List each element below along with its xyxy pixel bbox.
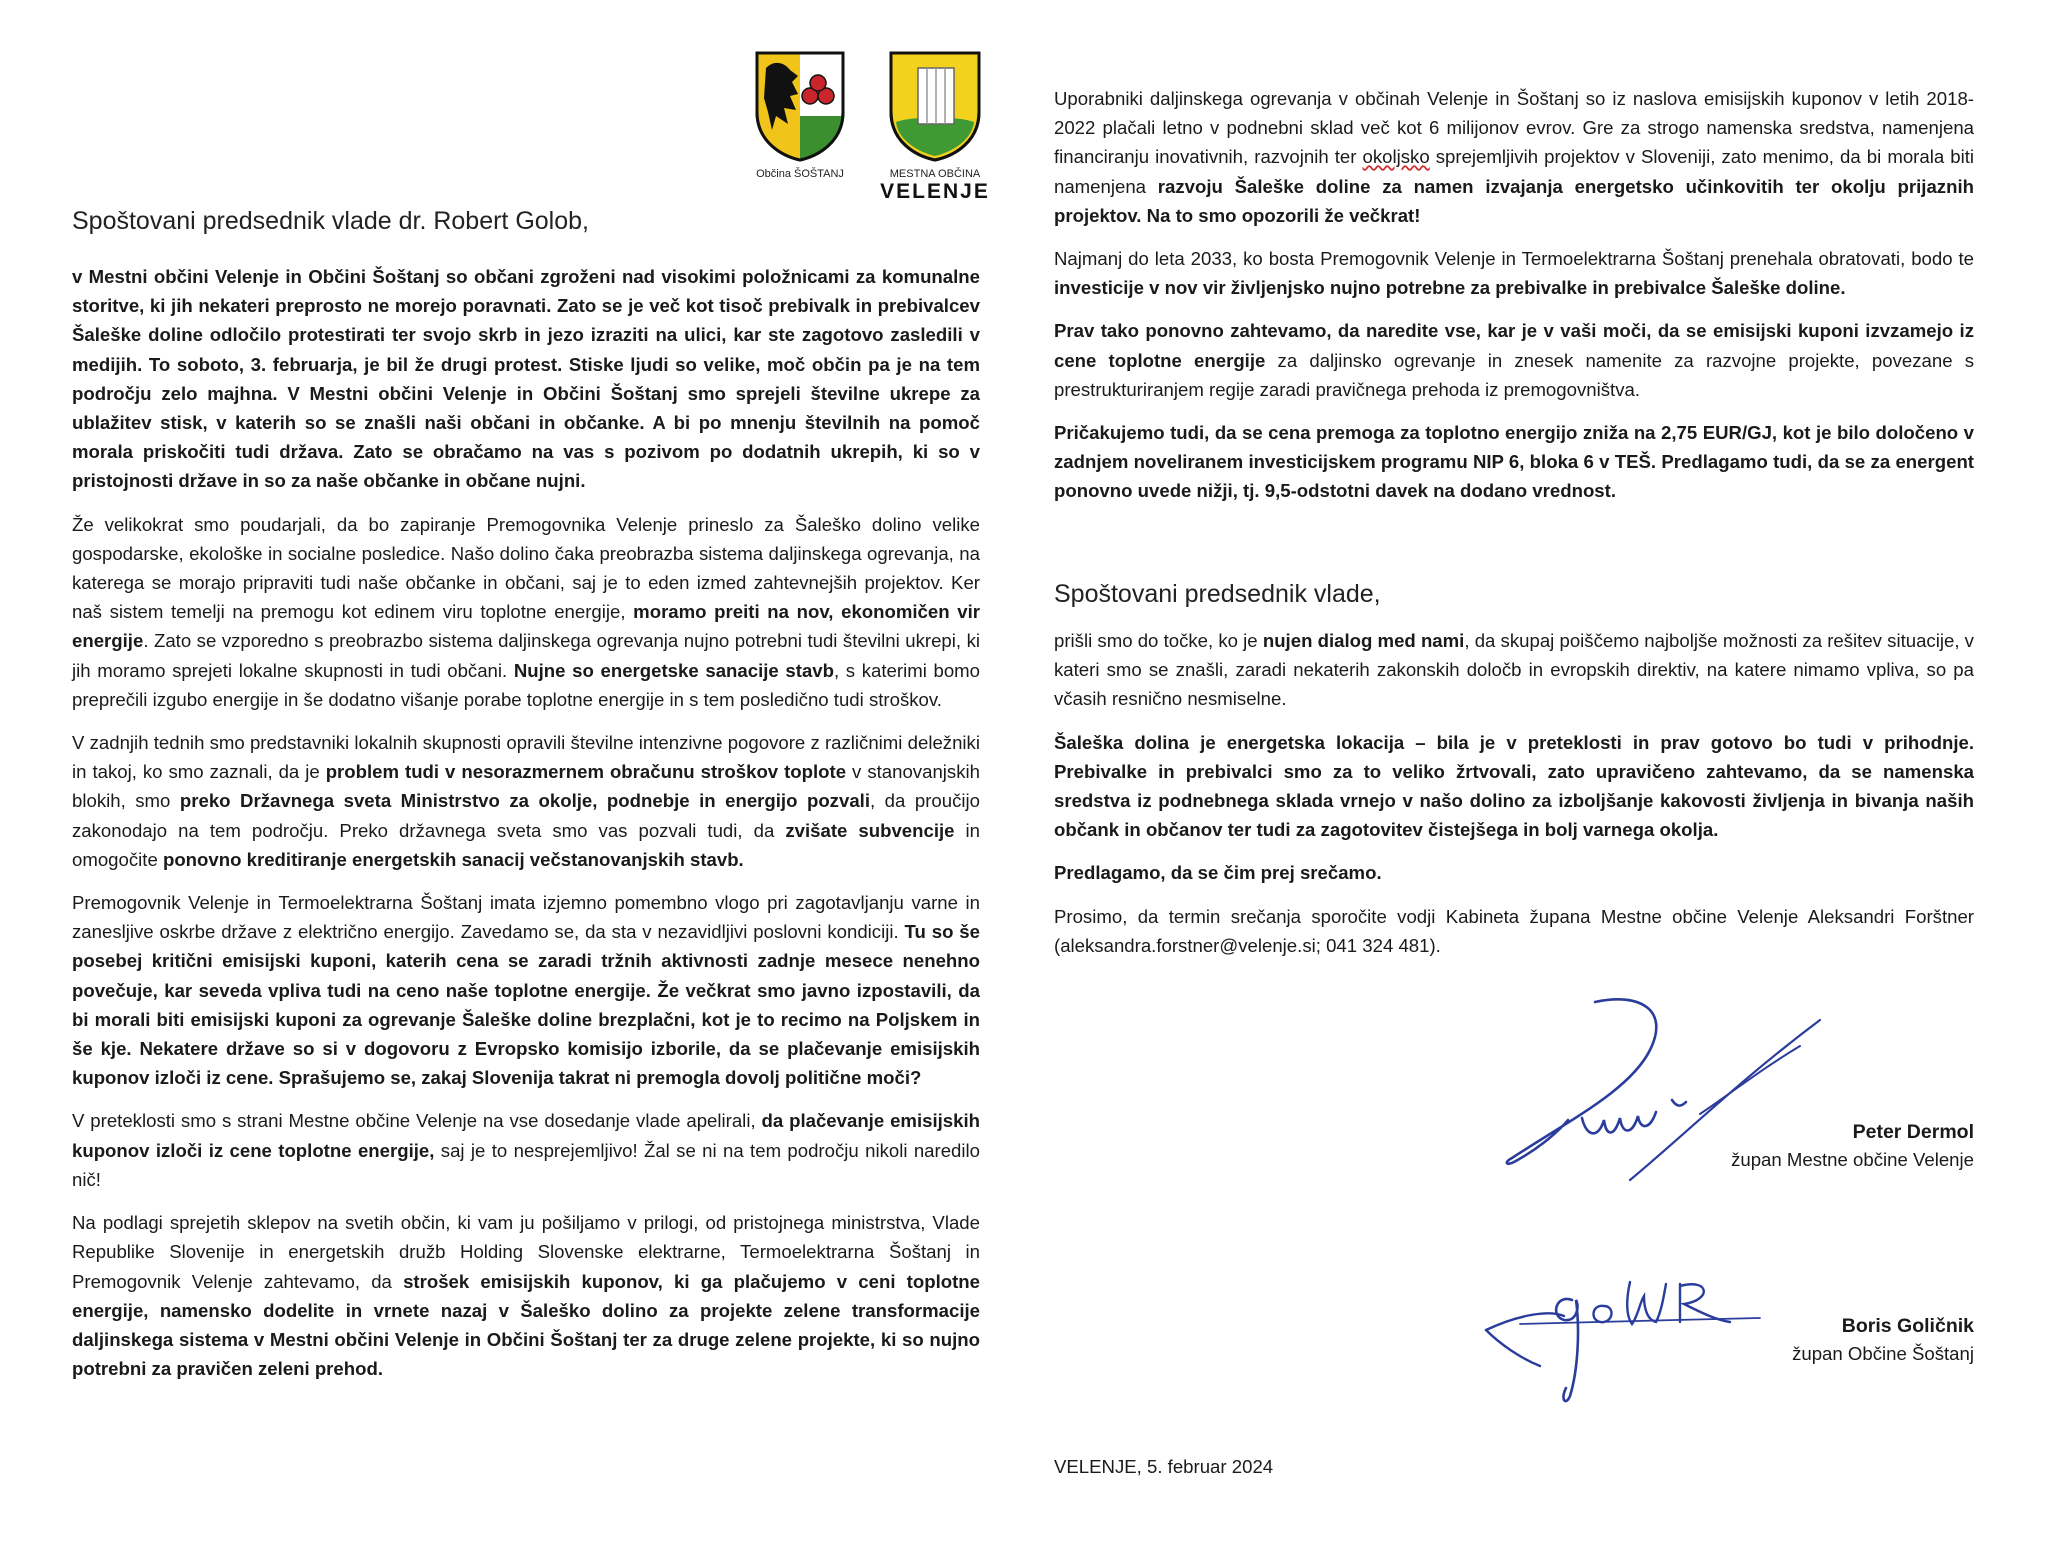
p3-bold-h: ponovno kreditiranje energetskih sanacij večstanovanjskih stavb.: [162, 848, 744, 870]
p2-text-e: , s katerimi bomo preprečili izgubo energije in še dodatno višanje porabe toplotne energije in s tem posledično tudi stroškov.: [72, 659, 981, 710]
sostanj-coat-of-arms-icon: [754, 50, 846, 162]
rp1-spellcheck-word: okoljsko: [1362, 146, 1430, 168]
rp2-bold-b: investicije v nov vir življenjsko nujno potrebne za prebivalke in prebivalce Šaleške doline.: [1054, 277, 1846, 299]
paragraph-right-1: [1054, 84, 1974, 230]
p5-text-a: V preteklosti smo s strani Mestne občine Velenje na vse dosedanje vlade apelirali,: [72, 1110, 762, 1132]
rp3-text-b: za daljinsko ogrevanje in znesek namenite za razvojne projekte, povezane s prestrukturiranjem regije zaradi pravičnega prehoda iz premogovništva.: [1054, 349, 1975, 400]
p2-text-c: . Zato se vzporedno s preobrazbo sistema daljinskega ogrevanja nujno potrebni tudi številni ukrepi, ki jih moramo sprejeti lokalne skupnosti in tudi občani.: [72, 630, 980, 681]
paragraph-right-5: [1054, 626, 1974, 714]
paragraph-left-4: [72, 888, 980, 1092]
p3-bold-d: preko Državnega sveta Ministrstvo za okolje, podnebje in energijo pozvali: [179, 790, 870, 812]
paragraph-right-2: [1054, 244, 1974, 302]
velenje-crest-caption-small: MESTNA OBČINA: [889, 168, 981, 180]
p6-bold-b: strošek emisijskih kuponov, ki ga plačujemo v ceni toplotne energije, namensko dodelite in vrnete nazaj v Šaleško dolino za projekte zelene transformacije daljinskega sistema v Mestni občini Velenje in Občini Šoštanj ter za druge zelene projekte, ki so nujno potrebni za pravičen zeleni prehod.: [72, 1270, 980, 1380]
signer-boris-golicnik: [1792, 1312, 1974, 1368]
p3-text-e: , da proučijo zakonodajo na tem področju. Preko državnega sveta smo vas pozvali tudi, da: [72, 790, 980, 841]
p3-bold-b: problem tudi v nesorazmernem obračunu stroškov toplote: [325, 761, 847, 783]
p3-text-a: V zadnjih tednih smo predstavniki lokalnih skupnosti opravili številne intenzivne pogovore z različnimi deležniki in takoj, ko smo zaznali, da je: [72, 732, 980, 783]
signer-name: Peter Dermol: [1852, 1121, 1974, 1143]
paragraph-right-6: [1054, 728, 1974, 845]
rp5-text-c: , da skupaj poiščemo najboljše možnosti za rešitev situacije, v kateri smo se znašli, zaradi nekaterih zakonskih določb in evropskih direktiv, na katere nimamo vpliva, so pa včasih resnično nesmiselne.: [1054, 630, 1974, 710]
rp5-bold-b: nujen dialog med nami: [1262, 630, 1465, 651]
letter-date: VELENJE, 5. februar 2024: [1054, 1456, 1274, 1477]
velenje-crest-caption-big: VELENJE: [880, 180, 990, 203]
signer-title: župan Mestne občine Velenje: [1731, 1149, 1974, 1170]
right-body-bottom: [1054, 626, 1974, 960]
p3-bold-f: zvišate subvencije: [785, 819, 955, 841]
rp8-text: Prosimo, da termin srečanja sporočite vodji Kabineta župana Mestne občine Velenje Aleksandri Forštner (aleksandra.forstner@velenje.si; 041 324 481).: [1054, 905, 1974, 956]
p5-text-c: saj je to nesprejemljivo! Žal se ni na tem področju nikoli naredilo nič!: [72, 1139, 980, 1190]
velenje-coat-of-arms-icon: [888, 50, 982, 162]
right-body-top: [1054, 84, 1974, 506]
paragraph-right-8: [1054, 902, 1974, 960]
left-column: [72, 205, 980, 237]
rp5-text-a: prišli smo do točke, ko je: [1054, 630, 1263, 651]
p3-text-c: v stanovanjskih blokih, smo: [72, 761, 980, 812]
p4-bold-b: Tu so še posebej kritični emisijski kuponi, katerih cena se zaradi tržnih aktivnosti zadnje mesece nenehno povečuje, kar seveda vpliva tudi na ceno naše toplotne energije. Že večkrat smo javno izpostavili, da bi morali biti emisijski kuponi za ogrevanje Šaleške doline brezplačni, kot je to recimo na Poljskem in še kje. Nekatere države so si v dogovoru z Evropsko komisijo izborile, da se plačevanje emisijskih kuponov izloči iz cene. Sprašujemo se, zakaj Slovenija takrat ni premogla dovolj politične moči?: [72, 921, 980, 1089]
rp7-bold: Predlagamo, da se čim prej srečamo.: [1054, 862, 1382, 884]
paragraph-right-4: [1054, 418, 1974, 506]
p6-text-a: Na podlagi sprejetih sklepov na svetih občin, ki vam ju pošiljamo v prilogi, od pristojnega ministrstva, Vlade Republike Slovenije in energetskih družb Holding Slovenske elektrarne, Termoelektrarna Šoštanj in Premogovnik Velenje zahtevamo, da: [72, 1212, 980, 1292]
right-salutation-block: [1054, 578, 1974, 610]
paragraph-left-6: [72, 1208, 980, 1383]
signature-boris-golicnik: [1480, 1270, 1780, 1410]
paragraph-left-5: [72, 1106, 980, 1194]
p2-bold-d: Nujne so energetske sanacije stavb: [513, 659, 834, 681]
sostanj-crest-caption: Občina ŠOŠTANJ: [756, 168, 844, 180]
velenje-crest: [880, 50, 990, 203]
p4-text-a: Premogovnik Velenje in Termoelektrarna Šoštanj imata izjemno pomembno vlogo pri zagotavljanju varne in zanesljive oskrbe države z električno energijo. Zavedamo se, da sta v nezavidljivi poslovni kondiciji.: [72, 892, 980, 943]
salutation-main: Spoštovani predsednik vlade dr. Robert Golob,: [72, 207, 589, 235]
rp1-bold-d: razvoju Šaleške doline za namen izvajanja energetsko učinkovitih ter okolju prijaznih projektov. Na to smo opozorili že večkrat!: [1054, 175, 1974, 226]
rp3-bold-a: Prav tako ponovno zahtevamo, da naredite vse, kar je v vaši moči, da se emisijski kuponi izvzamejo iz cene toplotne energije: [1054, 320, 1974, 371]
paragraph-right-7: [1054, 858, 1974, 887]
signer-peter-dermol: [1731, 1118, 1974, 1174]
p5-bold-b: da plačevanje emisijskih kuponov izloči iz cene toplotne energije,: [72, 1110, 980, 1161]
p2-bold-b: moramo preiti na nov, ekonomičen vir energije: [72, 601, 980, 652]
sostanj-crest: [745, 50, 855, 180]
paragraph-left-3: [72, 728, 980, 874]
rp6-bold: Šaleška dolina je energetska lokacija – bila je v preteklosti in prav gotovo bo tudi v prihodnje. Prebivalke in prebivalci smo za to veliko žrtvovali, zato upravičeno zahtevamo, da se namenska sredstva iz podnebnega sklada vrnejo v našo dolino za izboljšanje kakovosti življenja in bivanja naših občank in občanov ter tudi za zagotovitev čistejšega in bolj varnega okolja.: [1054, 731, 1974, 841]
p3-text-g: in omogočite: [72, 819, 981, 870]
paragraph-left-1-text: v Mestni občini Velenje in Občini Šoštanj so občani zgroženi nad visokimi položnicami za komunalne storitve, ki jih nekateri preprosto ne morejo poravnati. Zato se je več kot tisoč prebivalk in prebivalcev Šaleške doline odločilo protestirati ter svojo skrb in jezo izraziti na ulici, kar ste zagotovo zasledili v medijih. To soboto, 3. februarja, je bil že drugi protest. Stiske ljudi so velike, moč občin pa je na tem področju zelo majhna. V Mestni občini Velenje in Občini Šoštanj smo sprejeli številne ukrepe za ublažitev stisk, v katerih so se znašli naši občani in občanke. A bi po mnenju številnih na pomoč morala priskočiti tudi država. Zato se obračamo na vas s pozivom po dodatnih ukrepih, ki so v pristojnosti države in so za naše občanke in občane nujni.: [72, 266, 980, 492]
rp1-text-c: sprejemljivih projektov v Sloveniji, zato menimo, da bi morala biti namenjena: [1054, 146, 1974, 197]
left-body: [72, 262, 980, 1383]
signer-title: župan Občine Šoštanj: [1792, 1343, 1974, 1364]
paragraph-left-2: [72, 510, 980, 714]
signer-name: Boris Goličnik: [1841, 1315, 1974, 1337]
rp1-text-a: Uporabniki daljinskega ogrevanja v občinah Velenje in Šoštanj so iz naslova emisijskih kuponov v letih 2018-2022 plačali letno v podnebni sklad več kot 6 milijonov evrov. Gre za strogo namenska sredstva, namenjena financiranju inovativnih, razvojnih ter: [1054, 88, 1974, 168]
p2-text-a: Že velikokrat smo poudarjali, da bo zapiranje Premogovnika Velenje prineslo za Šaleško dolino velike gospodarske, ekološke in socialne posledice. Našo dolino čaka preobrazba sistema daljinskega ogrevanja, na katerega se morajo pripraviti tudi naše občanke in občani, saj je to eden izmed zahtevnejših projektov. Ker naš sistem temelji na premogu kot edinem viru toplotne energije,: [72, 513, 980, 623]
rp4-bold: Pričakujemo tudi, da se cena premoga za toplotno energijo zniža na 2,75 EUR/GJ, kot je bilo določeno v zadnjem noveliranem investicijskem programu NIP 6, bloka 6 v TEŠ. Predlagamo tudi, da se za energent ponovno uvede nižji, tj. 9,5-odstotni davek na dodano vrednost.: [1054, 422, 1974, 502]
paragraph-right-3: [1054, 316, 1974, 404]
rp2-text-a: Najmanj do leta 2033, ko bosta Premogovnik Velenje in Termoelektrarna Šoštanj prenehala obratovati, bodo te: [1054, 248, 1974, 270]
salutation-second: Spoštovani predsednik vlade,: [1054, 580, 1381, 608]
paragraph-left-1: [72, 262, 980, 496]
